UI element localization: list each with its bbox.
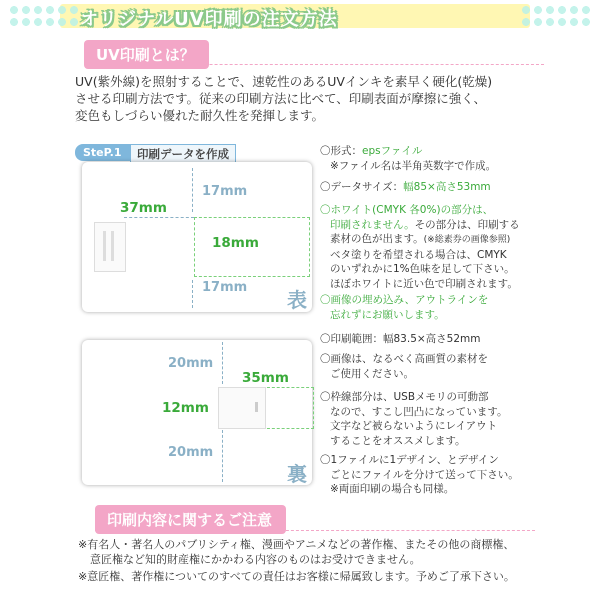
dim-label-top: 17mm <box>202 184 248 199</box>
dim-label-bottom: 20mm <box>168 445 214 460</box>
dim-line <box>192 168 193 212</box>
side-label-front: 表 <box>287 288 307 312</box>
note-text: 〇形式： <box>320 145 362 157</box>
warning-rights <box>78 537 598 567</box>
dim-label-mid: 18mm <box>212 235 259 251</box>
note-text: ※両面印刷の場合も同様。 <box>330 483 455 495</box>
dim-label-top: 20mm <box>168 356 214 371</box>
note-text: のいずれかに1%色味を足して下さい。 <box>330 263 515 275</box>
dim-label-width: 35mm <box>242 370 289 386</box>
notes-size <box>320 180 600 195</box>
side-label-back: 裏 <box>287 462 307 486</box>
warning-responsibility <box>78 569 598 584</box>
dim-line <box>222 430 223 482</box>
intro-line: させる印刷方法です。従来の印刷方法に比べて、印刷表面が摩擦に強く、 <box>75 91 487 106</box>
section-heading-uv: UV印刷とは？ <box>84 40 209 69</box>
warning-line: 意匠権など知的財産権にかかわる内容のものはお受けできません。 <box>90 553 421 566</box>
slot-notch <box>255 402 258 412</box>
note-text: することをオススメします。 <box>330 434 466 447</box>
notes-range <box>320 332 600 347</box>
note-text: その部分は、印刷する <box>414 218 520 231</box>
note-text: 〇枠線部分は、USBメモリの可動部 <box>320 391 489 403</box>
note-text: なので、すこし凹凸になっています。 <box>330 405 508 418</box>
intro-line: 変色もしづらい優れた耐久性を発揮します。 <box>75 108 325 123</box>
note-text: 素材の色が出ます。 <box>330 233 424 245</box>
notes-embed <box>320 293 600 322</box>
step-title: 印刷データを作成 <box>130 144 236 164</box>
slot-groove <box>111 231 114 261</box>
intro-line: UV(紫外線)を照射することで、速乾性のあるUVインキを素早く硬化(乾燥) <box>75 74 493 89</box>
section-divider <box>84 64 544 66</box>
section-divider <box>95 530 535 532</box>
note-text: ※ファイル名は半角英数字で作成。 <box>330 159 497 172</box>
note-text: 〇1ファイルに1デザイン、とデザイン <box>320 454 499 466</box>
note-text: 〇データサイズ： <box>320 181 404 193</box>
note-small: (※総素券の画像参照) <box>423 235 511 245</box>
note-highlight: epsファイル <box>362 145 423 157</box>
dim-label-width: 37mm <box>120 200 167 216</box>
dim-line <box>124 217 194 218</box>
page-title: オリジナルUV印刷の注文方法 <box>80 9 338 30</box>
note-text: 〇画像は、なるべく高画質の素材を <box>320 353 488 365</box>
warning-line: ※有名人・著名人のパブリシティ権、漫画やアニメなどの著作権、またその他の商標権、 <box>78 538 515 551</box>
note-highlight: 〇画像の埋め込み、アウトラインを <box>320 294 489 306</box>
warning-line: ※意匠権、著作権についてのすべての責任はお客様に帰属致します。予めご了承下さい。 <box>78 570 515 583</box>
page-header <box>0 0 600 32</box>
intro-text <box>75 73 545 124</box>
header-dots-right <box>520 4 590 30</box>
note-text: ほぼホワイトに近い色で印刷されます。 <box>330 277 518 290</box>
notes-image <box>320 352 600 381</box>
note-text: 〇印刷範囲：幅83.5×高さ52mm <box>320 333 481 345</box>
dim-line <box>192 280 193 308</box>
note-text: ベタ塗りを希望される場合は、CMYK <box>330 248 507 261</box>
note-text: 文字など被らないようにレイアウト <box>330 420 498 432</box>
slot-groove <box>103 231 106 261</box>
notes-white <box>320 203 600 291</box>
note-highlight: 〇ホワイト(CMYK 各0%)の部分は、 <box>320 204 494 216</box>
step-badge: SteP.1 <box>75 144 130 161</box>
notes-format <box>320 144 600 173</box>
note-text: ごとにファイルを分けて送って下さい。 <box>330 468 519 481</box>
note-highlight: 印刷されません。 <box>330 218 415 231</box>
header-dots-left <box>8 4 78 30</box>
section-heading-caution: 印刷内容に関するご注意 <box>95 505 286 534</box>
notes-frame <box>320 390 600 448</box>
card-front <box>82 162 312 312</box>
card-back <box>82 340 312 485</box>
usb-slot-front <box>94 222 126 272</box>
dim-label-bottom: 17mm <box>202 280 248 295</box>
note-highlight: 忘れずにお願いします。 <box>330 308 445 321</box>
usb-slot-back <box>218 387 266 429</box>
dim-line <box>222 342 223 384</box>
note-highlight: 幅85×高さ53mm <box>403 181 491 193</box>
dim-label-mid: 12mm <box>162 400 209 416</box>
note-text: ご使用ください。 <box>330 367 414 380</box>
notes-file <box>320 453 600 497</box>
